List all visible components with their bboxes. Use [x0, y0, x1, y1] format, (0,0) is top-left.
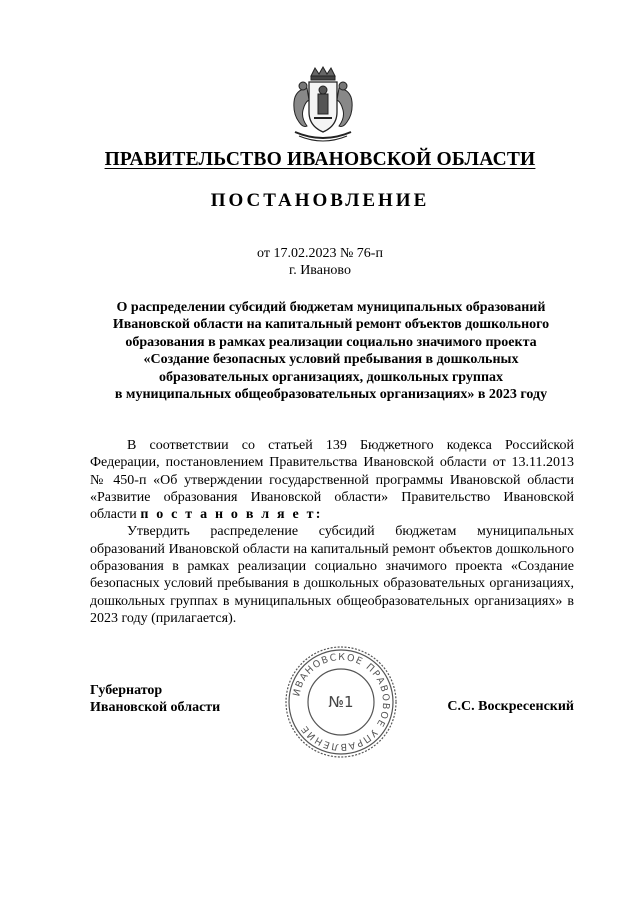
stamp-center-number: №1 — [328, 693, 354, 711]
subject-line: О распределении субсидий бюджетам муниципальных образований — [116, 300, 546, 315]
document-subject — [90, 299, 572, 403]
decree-word: п о с т а н о в л я е т: — [140, 507, 323, 523]
signer-title-line: Губернатор — [90, 683, 163, 698]
subject-line: Ивановской области на капитальный ремонт объектов дошкольного — [112, 317, 550, 333]
organization-title: ПРАВИТЕЛЬСТВО ИВАНОВСКОЙ ОБЛАСТИ — [104, 149, 536, 170]
document-type: ПОСТАНОВЛЕНИЕ — [210, 190, 430, 211]
subject-line: в муниципальных общеобразовательных организациях» в 2023 году — [114, 387, 548, 403]
document-body — [90, 437, 574, 627]
document-city: г. Иваново — [289, 263, 351, 278]
coat-of-arms-emblem — [287, 66, 359, 144]
subject-line: «Создание безопасных условий пребывания в дошкольных — [143, 352, 519, 368]
body-paragraph — [90, 437, 574, 523]
signer-name: С.С. Воскресенский — [447, 699, 574, 714]
signer-title-line: Ивановской области — [90, 700, 221, 715]
signer-title — [90, 682, 220, 716]
stamp-ring-text: ИВАНОВСКОЕ ПРАВОВОЕ УПРАВЛЕНИЕ — [291, 651, 392, 753]
body-paragraph: Утвердить распределение субсидий бюджетам муниципальных образований Ивановской области на капитальный ремонт объектов дошкольного образования в рамках реализации социально значимого проекта «Создание безопасных условий пребывания в дошкольных образовательных организациях, дошкольных группах в муниципальных общеобразовательных организациях» в 2023 году (прилагается). — [90, 524, 574, 626]
document-date-number: от 17.02.2023 № 76-п — [257, 246, 383, 261]
official-stamp — [283, 644, 399, 760]
subject-line: образовательных организациях, дошкольных группах — [158, 369, 504, 385]
preamble-text: В соответствии со статьей 139 Бюджетного кодекса Российской Федерации, постановлением Правительства Ивановской области от 13.11.2013 № 450-п «Об утверждении государственной программы Ивановской области «Развитие образования Ивановской области» Правительство Ивановской области — [90, 438, 574, 523]
subject-line: образования в рамках реализации социально значимого проекта — [125, 334, 537, 350]
